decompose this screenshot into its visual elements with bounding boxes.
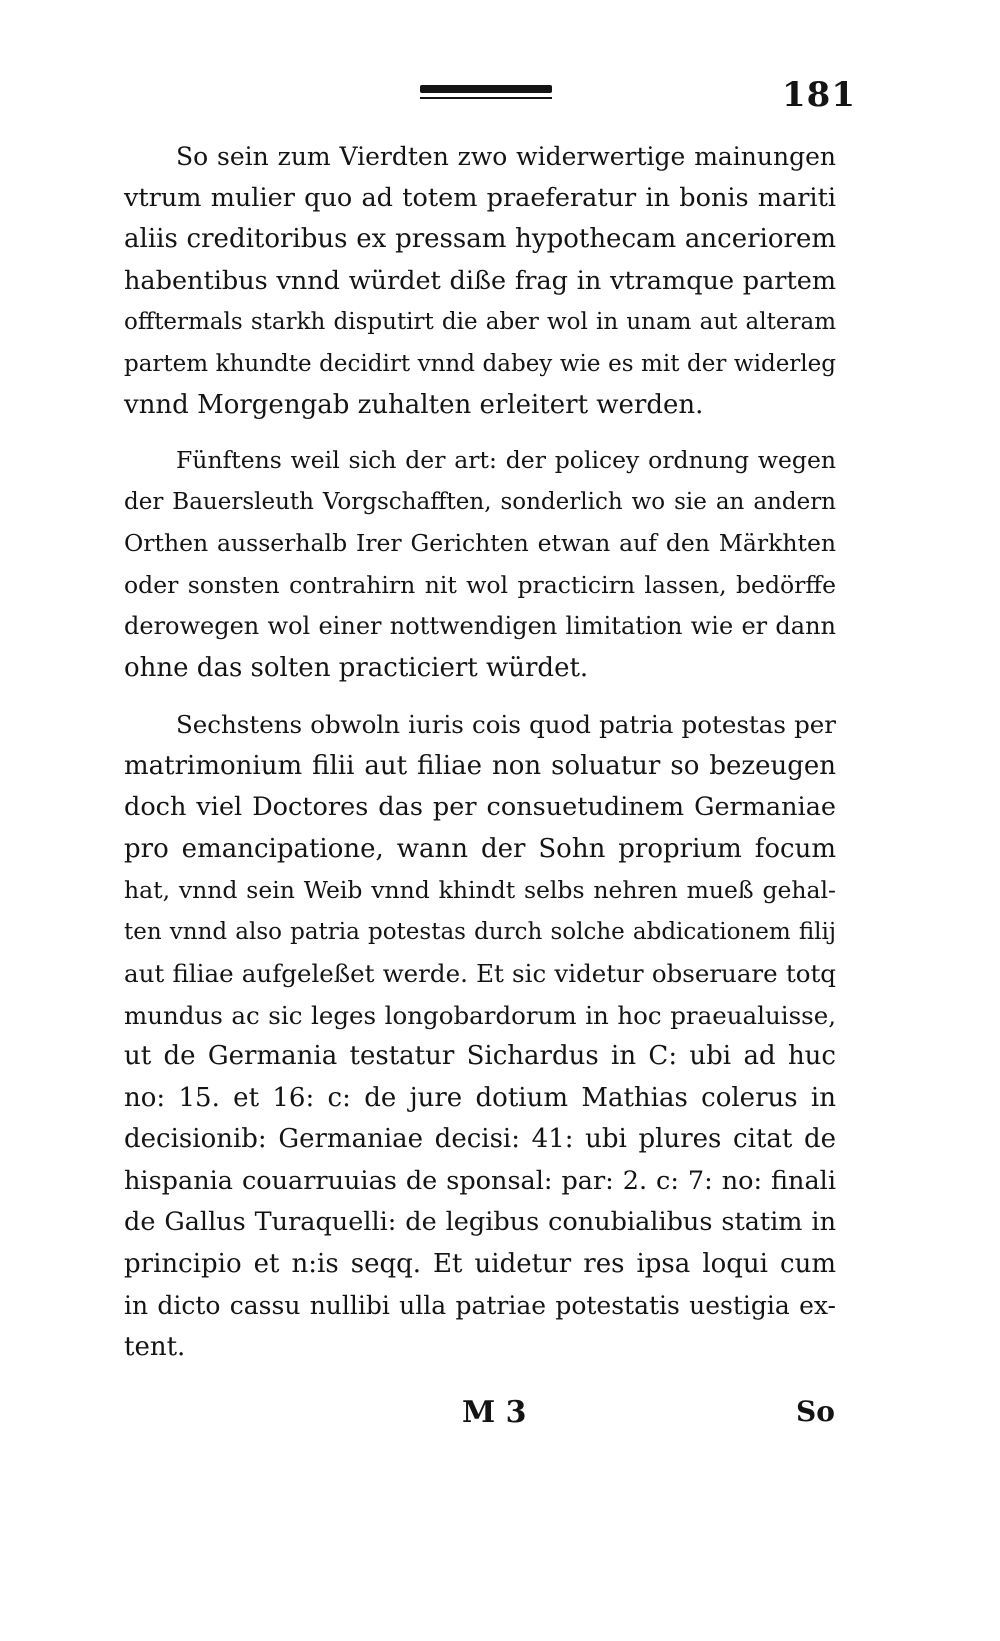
text-line: hat, vnnd sein Weib vnnd khindt selbs nehren mueß gehal- — [124, 876, 836, 904]
text-line: Sechstens obwoln iuris cois quod patria potestas per — [176, 710, 836, 739]
text-line: doch viel Doctores das per consuetudinem Germaniae — [124, 792, 836, 822]
text-line: ohne das solten practiciert würdet. — [124, 652, 589, 683]
text-line: Fünftens weil sich der art: der policey ordnung wegen — [176, 446, 836, 474]
text-line: in dicto cassu nullibi ulla patriae potestatis uestigia ex- — [124, 1291, 836, 1320]
text-line: hispania couarruuias de sponsal: par: 2. c: 7: no: finali — [124, 1165, 836, 1196]
page-number: 181 — [782, 75, 856, 115]
text-line: oder sonsten contrahirn nit wol practicirn lassen, bedörffe — [124, 570, 836, 599]
text-line: principio et n:is seqq. Et uidetur res ipsa loqui cum — [124, 1248, 836, 1279]
text-line: partem khundte decidirt vnnd dabey wie es mit der widerleg — [124, 350, 836, 377]
text-line: de Gallus Turaquelli: de legibus conubialibus statim in — [124, 1207, 836, 1237]
text-line: Orthen ausserhalb Irer Gerichten etwan auf den Märkhten — [124, 529, 836, 557]
text-line: aliis creditoribus ex pressam hypothecam anceriorem — [124, 224, 836, 254]
header-rule-thick — [420, 85, 552, 93]
text-line: ut de Germania testatur Sichardus in C: ubi ad huc — [124, 1041, 836, 1071]
text-line: der Bauersleuth Vorgschafften, sonderlich wo sie an andern — [124, 488, 836, 515]
text-line: decisionib: Germaniae decisi: 41: ubi plures citat de — [124, 1124, 836, 1154]
text-line: tent. — [124, 1331, 186, 1362]
text-line: habentibus vnnd würdet diße frag in vtramque partem — [124, 265, 836, 296]
paragraph-3 — [124, 704, 836, 1368]
text-line: matrimonium filii aut filiae non soluatur so bezeugen — [124, 750, 836, 781]
text-line: mundus ac sic leges longobardorum in hoc praeualuisse, — [124, 1000, 836, 1030]
signature-mark: M 3 — [462, 1395, 527, 1430]
text-line: offtermals starkh disputirt die aber wol in unam aut alteram — [124, 309, 836, 335]
text-line: ten vnnd also patria potestas durch solche abdicationem filij — [124, 918, 836, 945]
text-line: pro emancipatione, wann der Sohn proprium focum — [124, 833, 836, 864]
paragraph-1 — [124, 136, 836, 427]
text-line: derowegen wol einer nottwendigen limitation wie er dann — [124, 612, 836, 640]
text-line: aut filiae aufgeleßet werde. Et sic videtur obseruare totq — [124, 959, 836, 988]
text-line: vnnd Morgengab zuhalten erleitert werden. — [124, 390, 704, 420]
header-ornament-rule — [420, 85, 552, 99]
catchword: So — [796, 1395, 835, 1428]
text-line: vtrum mulier quo ad totem praeferatur in bonis mariti — [124, 182, 836, 213]
paragraph-2 — [124, 440, 836, 689]
text-line: no: 15. et 16: c: de jure dotium Mathias colerus in — [124, 1082, 836, 1113]
header-rule-thin — [420, 97, 552, 99]
text-line: So sein zum Vierdten zwo widerwertige mainungen — [176, 142, 836, 171]
